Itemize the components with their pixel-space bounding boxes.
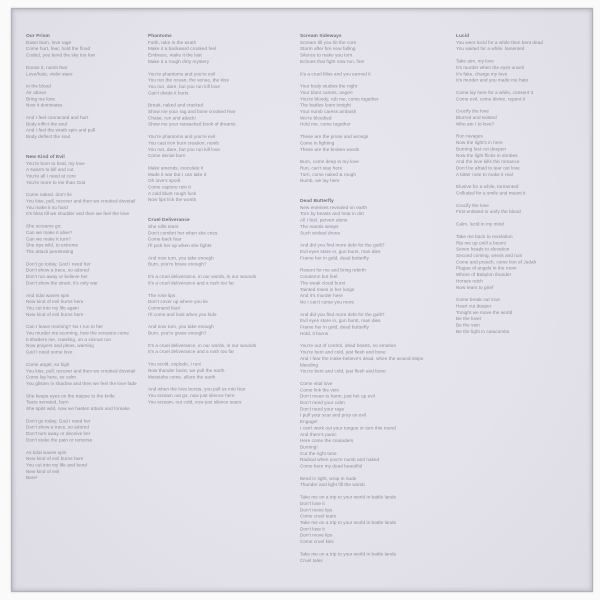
lyric-line: Don't move lips — [300, 532, 333, 538]
lyric-line: Burning lust cut deepen — [456, 146, 506, 152]
lyric-line: Be the light in catacombs — [456, 328, 510, 334]
lyric-line: Can I leave morning? No I run to her — [26, 324, 104, 330]
song-title: Phantoms — [148, 33, 172, 39]
lyric-line: Don't show a trace, so adored — [26, 267, 90, 273]
lyric-line: Tainted roses in her lungs — [300, 286, 355, 292]
lyric-line: And I fear the make-believe's dead, when the wound stops bleeding — [300, 355, 424, 368]
lyric-line: Cut the right tone — [300, 450, 337, 456]
lyric-line: New enemies revealed on earth — [300, 204, 368, 210]
song-title: Our Prism — [26, 33, 50, 39]
lyric-line: These are the prose and wrongs — [300, 134, 369, 140]
lyric-line: Storm after fire now falling — [300, 46, 356, 52]
lyric-line: You're out of control, dead hearts, no emotion — [300, 343, 397, 349]
lyric-line: And now turn, you take enough — [148, 255, 214, 261]
lyric-line: And when the love bursts, you pull us into fear — [148, 386, 246, 392]
lyric-line: Don't go today, God I need her — [26, 418, 91, 424]
lyric-line: It's a cruel bliss and you earned it — [300, 71, 371, 77]
lyric-line: Now tears to grief — [456, 284, 494, 290]
lyric-line: Make it a rough dirty mystery — [148, 58, 210, 64]
lyric-line: Run ravages — [456, 133, 483, 139]
lyric-line: Take me on a trip to your world in battle lands — [300, 520, 396, 525]
lyric-line: Elusive for a while, tormented — [456, 184, 519, 190]
stanza — [26, 292, 152, 317]
lyric-line: Evil eyes stare in, gun burst, man dies — [300, 318, 381, 324]
lyric-line: In the blood — [26, 83, 51, 89]
lyric-line: You're bent and cold, just flesh and bone — [300, 368, 386, 374]
lyric-line: Coded, you bend the sky too low — [26, 52, 95, 58]
lyric-line: A bitter note to make it real — [456, 171, 513, 177]
lyric-line: Come lay here for a while, consent it — [456, 89, 534, 95]
lyric-line: Turn, come naked & rough — [300, 171, 357, 177]
lyric-line: Condemn but feel — [300, 274, 338, 280]
lyric-line: Don't be afraid to tear out love — [456, 165, 520, 171]
lyric-line: Make it a backward crooked feel — [148, 46, 217, 52]
stanza — [456, 108, 591, 127]
lyric-line: First enlisted to unify the blood — [456, 209, 521, 215]
lyric-line: Don't comfort her when she cries — [148, 230, 218, 236]
lyric-line: Take me on a trip to your world in battle lands — [300, 551, 396, 557]
lyrics-column-3 — [300, 33, 436, 570]
stanza — [148, 324, 292, 337]
lyric-line: Take me on a trip to your world in battle lands — [300, 494, 396, 500]
lyric-line: Numb, we lay here — [300, 178, 340, 184]
stanza — [300, 494, 436, 545]
lyric-line: Run, can't stay here — [300, 165, 343, 171]
lyric-line: It shatters me, crawling, on a vicious run — [26, 336, 112, 342]
stanza — [148, 361, 292, 380]
song — [300, 198, 436, 564]
stanza — [26, 192, 152, 217]
stanza — [26, 64, 152, 77]
lyric-line: As tidal waves spin — [26, 449, 67, 455]
lyric-line: She spits wild, now we hasten attack and forsake — [26, 406, 130, 412]
lyric-line: Your numb caress ambush — [300, 109, 357, 115]
lyric-line: Body inflict the soul — [26, 121, 68, 127]
lyric-line: New kind of evil — [26, 468, 60, 474]
lyric-line: Burn, come deep in my love — [300, 159, 359, 165]
lyric-line: It's murder and you made me hate — [456, 77, 529, 83]
lyric-line: Come and preach, come lion of Judah — [456, 259, 537, 265]
lyric-line: Come angel, so high — [26, 361, 70, 367]
lyric-line: Tears serrated, burn — [26, 399, 69, 405]
lyric-line: Frame her in gold, dead butterfly — [300, 324, 369, 330]
lyric-line: Faith, take in the wrath — [148, 39, 197, 45]
stanza — [148, 102, 292, 127]
lyric-line: Don't go today, God I need her — [26, 261, 91, 267]
lyric-line: Show me your rag and bone crooked fear — [148, 109, 236, 115]
lyric-line: Body deflect the soul — [26, 134, 71, 140]
stanza — [456, 202, 591, 215]
lyric-line: Heart cut deeper — [456, 303, 492, 309]
lyric-line: Calm, lucid in my mind — [456, 221, 504, 227]
lyric-line: Resent for me and bring rebirth — [300, 267, 366, 273]
stanza — [300, 475, 436, 488]
lyric-line: And I feel connected and hurt — [26, 115, 89, 121]
lyric-line: Come lay here, so calm — [26, 374, 76, 380]
lyric-line: Now the light's in here — [456, 140, 503, 146]
lyric-line: Engage! — [300, 419, 318, 425]
stanza — [148, 386, 292, 405]
lyric-line: Burn, you're grave enough? — [148, 330, 207, 336]
lyric-line: Come break our love — [456, 297, 501, 303]
stanza — [456, 133, 591, 177]
lyric-line: She screams go: — [26, 223, 62, 229]
lyric-line: Second coming, wreck and ruin — [456, 252, 523, 258]
lyric-line: You run, dare, but you run kill love — [148, 146, 220, 152]
lyric-line: Take aim, my love — [456, 58, 495, 64]
lyric-line: You scold, explode, I run! — [148, 361, 202, 367]
stanza — [148, 165, 292, 203]
stanza — [26, 324, 152, 356]
lyric-line: It's a cruel deliverance and a rush too far — [148, 280, 235, 286]
lyric-line: Don't mean to harm, just het up evil — [300, 393, 375, 399]
lyric-line: Be the vein — [456, 322, 480, 328]
lyric-line: You run, dare, but you run kill love — [148, 83, 220, 89]
stanza — [300, 380, 436, 469]
lyric-line: Can we make it alive? — [26, 229, 73, 235]
lyric-line: Take me back to revelation — [456, 233, 513, 239]
song — [148, 33, 292, 203]
lyric-line: Bring me love — [26, 96, 56, 102]
lyric-line: New kind of evil burns here — [26, 311, 84, 317]
lyric-line: It's a cruel deliverance and a rush too far — [148, 349, 235, 355]
stanza — [456, 39, 591, 52]
stanza — [300, 204, 436, 236]
lyric-line: Blurred and twisted — [456, 115, 497, 121]
lyric-line: Come denial burn — [148, 153, 186, 159]
lyric-line: You're more to me than God — [26, 179, 86, 185]
lyric-line: Burn, you're brave enough? — [148, 261, 207, 267]
song-title: New Kind of Evil — [26, 153, 65, 160]
lyric-line: The rose lips — [148, 292, 176, 298]
lyric-line: We're bloodied — [300, 115, 332, 121]
lyric-line: She keeps eyes on the traipse to the knife — [26, 393, 115, 399]
lyric-line: Come cruel kiss — [300, 539, 334, 545]
stanza — [26, 83, 152, 108]
lyrics-column-2 — [148, 33, 292, 411]
lyric-line: Love/hate, violet stare — [26, 71, 73, 77]
lyric-line: Tonight we move the world — [456, 309, 513, 315]
lyric-line: Rip me up until a boom! — [456, 240, 507, 246]
stanza — [148, 342, 292, 355]
lyric-line: New kind of evil burns here — [26, 299, 84, 305]
lyric-line: You kiss, pull, recover and then we crooked dovetail — [26, 368, 136, 374]
lyric-line: She rolls tears — [148, 223, 179, 229]
lyric-line: Don't cover up where you lie — [148, 299, 208, 305]
lyric-line: And the love kills the romance — [456, 159, 520, 165]
lyric-line: Don't turn away or deceive her — [26, 431, 91, 437]
lyric-line: It's murder when the eyes unveil — [456, 64, 525, 70]
stanza — [456, 221, 591, 227]
stanza — [300, 83, 436, 127]
lyric-line: Hold, it burns — [300, 330, 329, 336]
lyric-line: She rips wild, to extreme — [26, 242, 79, 248]
song-title: Cruel Deliverance — [148, 217, 190, 223]
lyric-line: Scream till you hit the core — [300, 39, 357, 45]
lyric-line: You're bent and cold, just flesh and bone — [300, 349, 386, 355]
lyric-line: Come evil, come divine, repent it — [456, 96, 526, 102]
stanza — [26, 115, 152, 140]
lyric-line: You cut into my life again — [26, 305, 79, 311]
lyric-line: These are the broken words — [300, 146, 360, 152]
lyric-line: Come in fighting — [300, 140, 335, 146]
lyric-line: And now turn, you take enough — [148, 324, 214, 330]
lyric-line: I pull your scar and prey on evil — [300, 412, 367, 418]
stanza — [26, 418, 152, 443]
song-title: Dead Butterfly — [300, 198, 334, 204]
lyric-line: Now it dominates — [26, 102, 63, 108]
stanza — [148, 255, 292, 268]
lyric-line: It's a cruel deliverance, in our words, in our wounds — [148, 274, 257, 280]
lyric-line: And did you find more debt for the guilt? — [300, 311, 385, 317]
lyric-line: Embrace, make it the last — [148, 52, 202, 58]
lyric-line: Don't lose it — [300, 526, 325, 532]
stanza — [26, 160, 152, 185]
lyric-line: Horses retch — [456, 278, 483, 284]
lyric-line: Torn by beasts and heat in dirt — [300, 211, 364, 217]
song — [148, 217, 292, 405]
stanza — [148, 71, 292, 96]
stanza — [148, 39, 292, 64]
stanza — [456, 297, 591, 335]
lyric-line: I'll pick her up when she fights — [148, 242, 212, 248]
lyric-line: You're born to heal, my love — [26, 160, 85, 166]
lyric-line: Seven heads to elevation — [456, 246, 510, 252]
lyrics-column-1 — [26, 33, 152, 487]
lyric-line: Don't move lips — [300, 507, 333, 513]
lyric-line: Hold me, come together — [300, 121, 351, 127]
lyric-line: Thunder and light fill the womb — [300, 482, 365, 488]
lyric-line: Messiahs come, allure the earth — [148, 374, 216, 380]
stanza — [300, 242, 436, 261]
lyric-line: Chase, run and attack! — [148, 115, 196, 121]
stanza — [300, 134, 436, 153]
lyric-line: Douse it, numb fear — [26, 64, 68, 70]
stanza — [26, 393, 152, 412]
lyric-line: Silence to make you torn — [300, 52, 353, 58]
lyric-line: Don't show the strain, it's only war — [26, 280, 98, 286]
lyric-line: Be the lover — [456, 316, 482, 322]
lyric-line: Oh love's spoilt — [148, 178, 181, 184]
lyric-line: It's bliss till we shudder and then we feel the love — [26, 211, 130, 217]
lyric-line: Evil eyes stare in, gun burst, man dies — [300, 248, 381, 254]
stanza — [26, 261, 152, 286]
lyric-line: Cruel tales — [300, 557, 323, 563]
stanza — [300, 551, 436, 564]
stanza — [148, 274, 292, 287]
song-title: Scream Sideways — [300, 33, 342, 39]
song — [26, 33, 152, 140]
lyric-sheet — [11, 8, 593, 592]
lyric-line: And did you find more debt for the guilt? — [300, 242, 385, 248]
stanza — [26, 223, 152, 255]
lyric-line: Don't show a trace, so adored — [26, 424, 90, 430]
lyric-line: Your blunt caress, anger! — [300, 89, 353, 95]
lyric-line: Can we make it turn? — [26, 236, 71, 242]
lyric-line: Come vital love — [300, 380, 333, 386]
lyric-line: Can't divide it hurts — [148, 90, 189, 96]
lyric-line: Come naked, don't lie — [26, 192, 72, 198]
lyric-line: You're all I need at core — [26, 173, 76, 179]
lyric-line: It's a cruel deliverance, in our words, in our wounds — [148, 342, 257, 348]
lyric-line: And I feel the wrath spin and pull — [26, 127, 96, 133]
lyric-line: Come hurt, fear, hold the flood — [26, 46, 91, 52]
lyric-line: And tidal waves spin — [26, 292, 70, 298]
lyric-line: Your body studies the night — [300, 83, 358, 89]
stanza — [300, 311, 436, 336]
lyric-line: Bare! — [26, 475, 38, 481]
song — [456, 33, 591, 335]
lyric-line: Come capture rein it — [148, 184, 191, 190]
lyric-line: Burning! — [300, 444, 318, 450]
lyric-line: Such wicked drone — [300, 230, 341, 236]
lyric-line: Show me your ransacked book of dreams — [148, 121, 236, 127]
lyrics-column-4 — [456, 33, 591, 341]
song — [300, 33, 436, 184]
lyric-line: No I can't curse you more — [300, 299, 355, 305]
stanza — [456, 233, 591, 290]
lyric-line: New kind of evil burns here — [26, 456, 84, 462]
lyric-line: You run the ocean, the venue, the kiss — [148, 77, 229, 83]
lyric-line: You were lucid for a while then bent dead — [456, 39, 543, 45]
stanza — [300, 71, 436, 77]
stanza — [300, 39, 436, 64]
lyric-line: God I need some love — [26, 349, 73, 355]
lyric-line: You scream, out cold, now just silence sears — [148, 399, 242, 405]
lyric-line: You waited for a while, lamented — [456, 46, 525, 52]
lyric-line: You're bloody, rub me, come together — [300, 96, 379, 102]
song-title: Lucid — [456, 33, 470, 39]
lyric-line: A swarm to kill and cut — [26, 167, 74, 173]
stanza — [300, 159, 436, 184]
stanza — [26, 361, 152, 386]
lyric-line: Break, naked and cracked — [148, 102, 204, 108]
lyric-line: Crucify the love — [456, 108, 489, 114]
lyric-line: You cast iron burn creation, numb — [148, 140, 219, 146]
lyric-line: Come link the vein — [300, 387, 340, 393]
stanza — [456, 58, 591, 83]
lyric-line: All I feel, pervert alone — [300, 217, 348, 223]
stanza — [456, 89, 591, 102]
lyric-line: Don't need your rage — [300, 406, 345, 412]
lyric-line: Command fear! — [148, 305, 181, 311]
lyric-line: You're phantoms and you're evil — [148, 134, 216, 140]
lyric-line: Don't lose it — [300, 500, 325, 506]
lyric-line: Dawn burn, love rage — [26, 39, 72, 45]
lyric-line: You're phantoms and you're evil — [148, 71, 216, 77]
lyric-line: You cut into my life and bend — [26, 462, 87, 468]
lyric-line: The mantis weeps — [300, 223, 339, 229]
lyric-line: Colluded for a smile and meant it — [456, 190, 526, 196]
lyric-line: Now the light flicks in strobes — [456, 152, 518, 158]
lyric-line: It's fake, charge my love — [456, 71, 508, 77]
lyric-line: Echoes that fight now run, fire! — [300, 58, 365, 64]
lyric-line: Now lips lick the womb — [148, 197, 197, 203]
lyric-line: Don't stoke the pain or remorse — [26, 437, 93, 443]
lyric-line: Made it war but I can take it — [148, 171, 207, 177]
lyric-line: The weak cloud burst — [300, 280, 346, 286]
lyric-line: A cold blunt rough fuck — [148, 190, 197, 196]
lyric-line: Now thunder burst, we pull the earth — [148, 367, 225, 373]
lyric-line: Frame her in gold, dead butterfly — [300, 255, 369, 261]
stanza — [300, 343, 436, 375]
lyric-line: Now prayers and pleas, warning — [26, 343, 94, 349]
lyric-line: Bend in tight, wrap in nude — [300, 475, 357, 481]
lyric-line: The attack penetrating — [26, 248, 74, 254]
stanza — [456, 184, 591, 197]
lyric-line: Come here my dead beautiful — [300, 463, 363, 469]
lyric-line: Plague of angels in the room — [456, 265, 517, 271]
lyric-line: Don't need your calm — [300, 400, 345, 406]
stanza — [300, 267, 436, 305]
lyric-line: You make it so hard — [26, 204, 68, 210]
stanza — [26, 39, 152, 58]
lyric-line: I can't work out your tongue or turn this round — [300, 425, 396, 431]
song — [26, 154, 152, 481]
lyric-line: Make amends, inoculate it — [148, 165, 204, 171]
lyric-line: Here come the crusaders — [300, 438, 354, 444]
lyric-line: Who am I to love? — [456, 121, 495, 127]
lyric-line: Whore of Babylon thunder — [456, 272, 512, 278]
lyric-line: I'll come and look when you hide — [148, 311, 217, 317]
lyric-line: The battles loom tonight — [300, 102, 351, 108]
stanza — [148, 223, 292, 248]
lyric-line: You murder me scorning, how the screams come — [26, 330, 129, 336]
lyric-line: Air above — [26, 89, 47, 95]
lyric-line: You kiss, pull, recover and then we crooked dovetail — [26, 198, 136, 204]
lyric-line: Crucify the love — [456, 202, 489, 208]
lyric-line: You glisten in shadow and then we feel the love fade — [26, 380, 137, 386]
lyric-line: Radical when you're numb and naked — [300, 457, 380, 463]
stanza — [26, 449, 152, 481]
lyric-line: You scream out go, now just silence here — [148, 392, 235, 398]
lyric-line: And there's panic — [300, 431, 337, 437]
lyric-line: And it's murder here — [300, 293, 343, 299]
lyric-line: Come cruel tears — [300, 513, 337, 519]
stanza — [148, 134, 292, 159]
stanza — [148, 292, 292, 317]
lyric-line: Come back fear — [148, 236, 182, 242]
lyric-line: Don't run away or believe her — [26, 274, 88, 280]
